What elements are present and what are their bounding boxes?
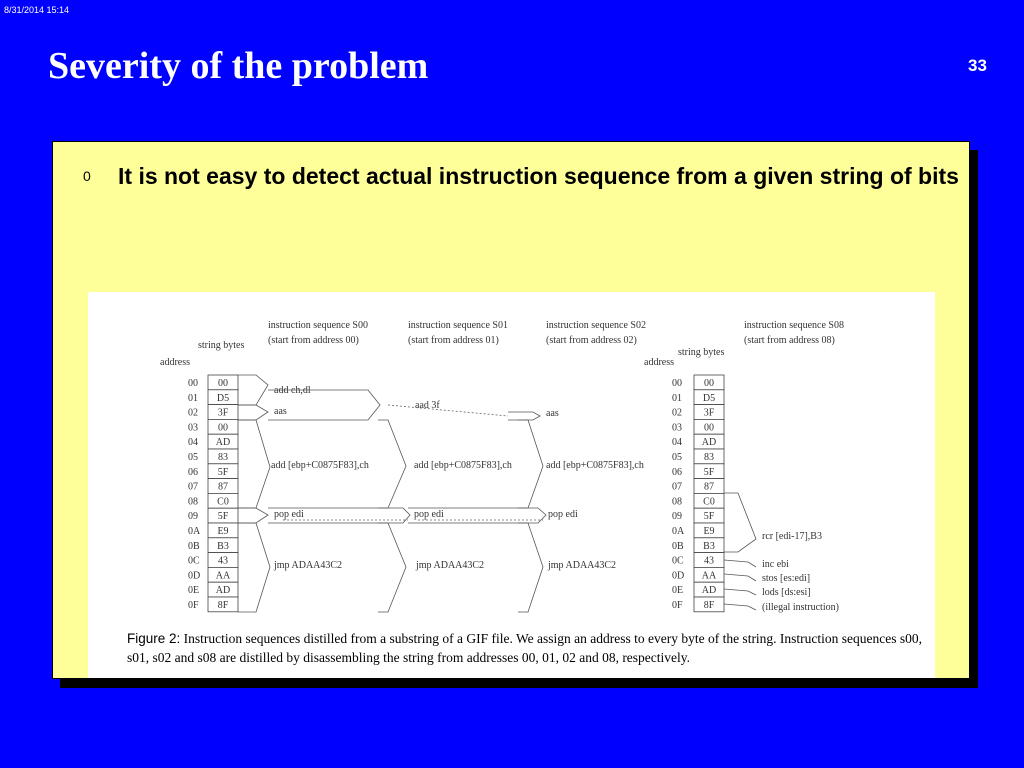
instruction-label: pop edi [274,509,304,520]
left-table-address-cell: 08 [188,496,198,508]
slide-title: Severity of the problem [48,45,429,87]
bracket-s00-add-ebp [238,420,270,508]
right-table-byte-value: 3F [703,407,715,419]
arrow-s08-inc [724,560,756,567]
page-number: 33 [968,56,987,75]
left-table-byte-value: 8F [217,600,229,611]
arrow-s08-rcr [724,493,756,552]
caption-label: Figure 2: [127,631,181,646]
left-table-address-cell: 07 [188,481,198,493]
instruction-label: pop edi [548,509,578,520]
sequence-subheader-1: (start from address 01) [408,335,499,346]
left-table-byte-value: AA [215,570,231,582]
left-table-byte-value: D5 [216,392,230,404]
right-table-byte-value: E9 [703,526,715,537]
left-table-address-cell: 0C [188,555,200,567]
sequence-header-0: instruction sequence S00 [268,320,368,331]
right-table-address-cell: 01 [672,392,682,404]
left-table-byte-value: 3F [217,407,229,419]
left-table-byte-value: B3 [217,540,229,552]
right-table-address-cell: 0F [672,600,683,611]
left-table-address-cell: 05 [188,452,198,463]
left-table-address-cell: 0F [188,600,199,611]
arrow-s02-jmp [518,523,543,612]
sequence-header-2: instruction sequence S02 [546,320,646,331]
arrow-s08-illegal [724,604,756,610]
left-table-byte-value: 87 [218,481,228,493]
left-table-address-cell: 0E [188,585,200,597]
left-table-byte-value: C0 [217,496,229,508]
left-table-address-cell: 01 [188,392,198,404]
right-table-byte-value: 43 [704,555,714,567]
arrow-s02-aas [508,412,540,420]
left-table-byte-value: 5F [217,511,229,523]
left-table-address-cell: 04 [188,437,198,449]
figure-image [88,292,935,678]
left-table-byte-value: AD [215,437,231,449]
instruction-label: stos [es:edi] [762,573,811,584]
bracket-s00-jmp [238,523,270,612]
instruction-label: add [ebp+C0875F83],ch [546,460,644,471]
right-table-address-cell: 0B [672,540,684,552]
right-table-address-cell: 02 [672,407,682,419]
instruction-label: aas [274,406,287,417]
sequence-subheader-2: (start from address 02) [546,335,637,346]
arrow-s01-add [378,420,406,508]
sequence-header-3: instruction sequence S08 [744,320,844,331]
timestamp: 8/31/2014 15:14 [4,5,70,15]
bullet-text: It is not easy to detect actual instruction sequence from a given string of bits [118,163,959,189]
instruction-label: jmp ADAA43C2 [548,560,617,571]
right-table-byte-value: 5F [703,511,715,523]
left-table-address-cell: 0A [188,526,201,537]
left-table-byte-value: AD [215,585,231,597]
arrow-s08-stos [724,574,756,581]
sequence-subheader-3: (start from address 08) [744,335,835,346]
right-table-byte-value: C0 [703,496,715,508]
left-table-byte-value: E9 [217,526,229,537]
right-table-byte-value: B3 [703,540,715,552]
instruction-label: jmp ADAA43C2 [274,560,343,571]
instruction-label: add [ebp+C0875F83],ch [271,460,369,471]
content-panel [52,141,970,679]
right-table-address-cell: 07 [672,481,682,493]
right-table-byte-value: AD [701,437,717,449]
right-table-address-cell: 03 [672,422,682,434]
right-table-byte-value: 8F [703,600,715,611]
instruction-label: aad 3f [415,400,440,411]
instruction-label: inc ebi [762,559,789,570]
left-table-byte-value: 43 [218,555,228,567]
left-table-address-cell: 09 [188,511,198,523]
right-table-byte-value: AD [701,585,717,597]
bullet-marker: 0 [83,168,91,184]
right-table-address-cell: 0A [672,526,685,537]
instruction-label: (illegal instruction) [762,602,839,613]
left-table-address-cell: 02 [188,407,198,419]
arrow-s01-jmp [378,523,406,612]
instruction-label: jmp ADAA43C2 [416,560,485,571]
right-table-address-cell: 08 [672,496,682,508]
right-table-address-cell: 00 [672,378,682,389]
left-table-address-cell: 03 [188,422,198,434]
right-table-address-cell: 0C [672,555,684,567]
right-table-address-cell: 0E [672,585,684,597]
right-table-byte-value: 5F [703,466,715,478]
left-table-address-cell: 06 [188,466,198,478]
instruction-label: add [ebp+C0875F83],ch [414,460,512,471]
left-table-address-cell: 0B [188,540,200,552]
left-table-byte-value: 5F [217,466,229,478]
arrow-s02-add [518,420,543,508]
right-table-address-cell: 09 [672,511,682,523]
right-table-address-cell: 05 [672,452,682,463]
left-table-address-cell: 00 [188,378,198,389]
left-table-bytes-label: string bytes [198,340,245,351]
left-table-byte-value: 83 [218,452,228,463]
right-table-address-cell: 04 [672,437,682,449]
bracket-s00-aas [238,405,268,420]
bracket-s00-add [238,375,268,405]
left-table-byte-value: 00 [218,378,228,389]
dashed-line-aad [388,405,508,416]
caption-text: Instruction sequences distilled from a substring of a GIF file. We assign an address to every byte of the string. Instruction sequences s00, s01, s02 and s08 are distilled by disassembling the string from addresses 00, 01, 02 and 08, respectively. [127,631,923,665]
right-table-byte-value: 00 [704,422,714,434]
instruction-label: add ch,dl [274,385,311,396]
instruction-label: aas [546,408,559,419]
instruction-label: pop edi [414,509,444,520]
right-table-address-cell: 0D [672,570,685,582]
sequence-header-1: instruction sequence S01 [408,320,508,331]
right-table-byte-value: D5 [702,392,716,404]
left-table-address-cell: 0D [188,570,201,582]
right-table-byte-value: 87 [704,481,714,493]
instruction-label: lods [ds:esi] [762,587,811,598]
figure-caption [127,629,933,667]
figure-diagram [88,292,935,678]
right-table-bytes-label: string bytes [678,347,725,358]
right-table-address-label: address [644,357,674,368]
right-table-byte-value: AA [701,570,717,582]
right-table-byte-value: 83 [704,452,714,463]
bracket-s00-pop [238,508,268,523]
arrow-s08-lods [724,589,756,595]
right-table-address-cell: 06 [672,466,682,478]
right-table-byte-value: 00 [704,378,714,389]
sequence-subheader-0: (start from address 00) [268,335,359,346]
left-table-address-label: address [160,357,190,368]
instruction-label: rcr [edi-17],B3 [762,531,822,542]
left-table-byte-value: 00 [218,422,228,434]
